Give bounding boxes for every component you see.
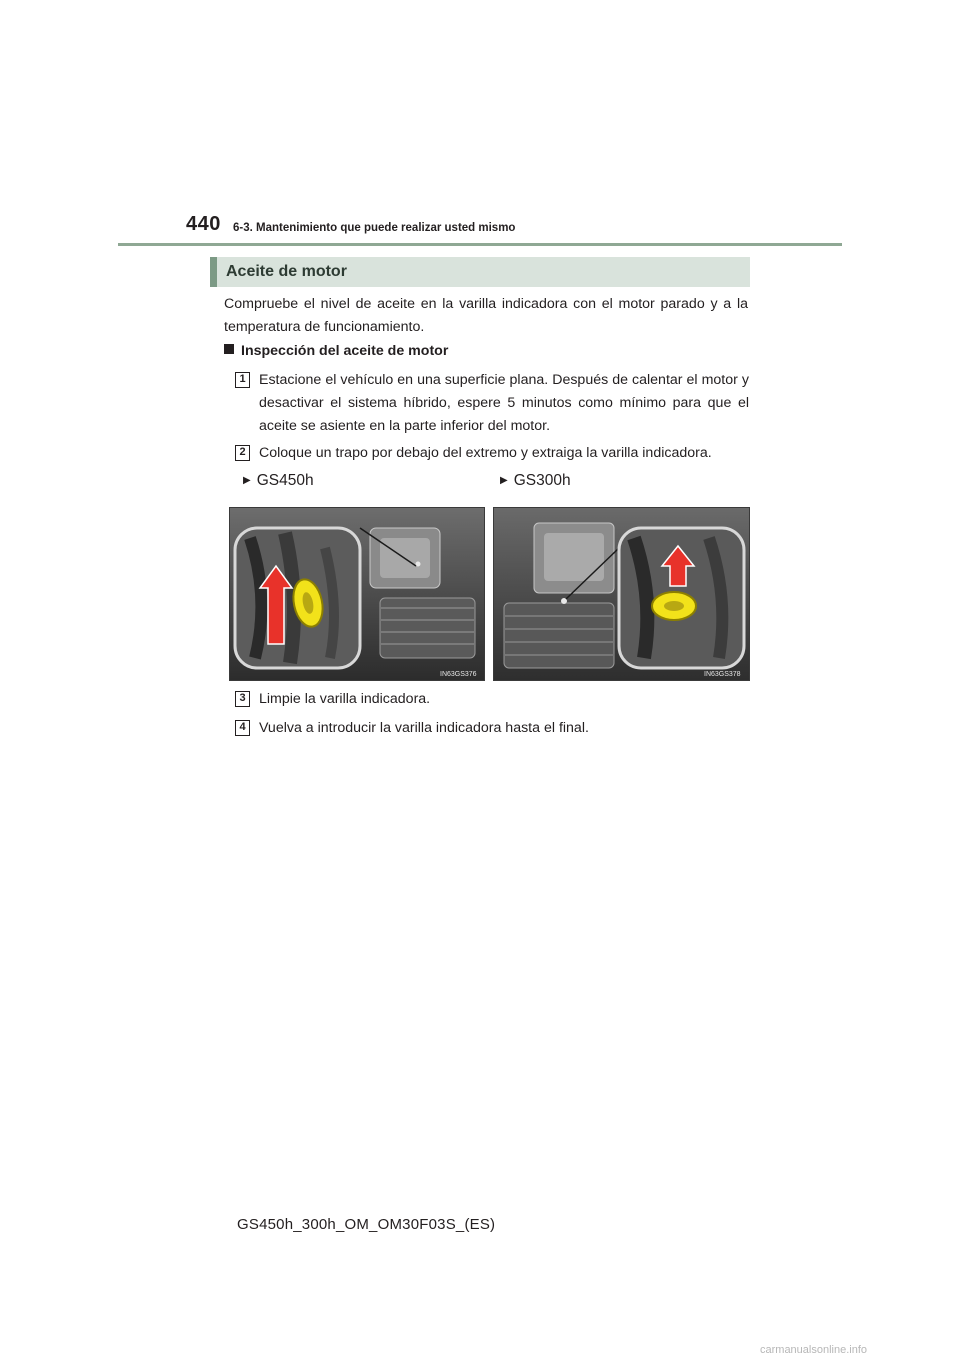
step-1-number: 1 [235,372,250,388]
engine-illustration-right [494,508,749,680]
triangle-right-icon: ▶ [243,475,251,486]
section-heading: Aceite de motor [210,257,750,287]
step-2-text: Coloque un trapo por debajo del extremo y extraiga la varilla indicadora. [259,445,712,461]
step-4-number: 4 [235,720,250,736]
engine-figure-gs300h [493,507,750,681]
step-3-number: 3 [235,691,250,707]
watermark: carmanualsonline.info [760,1344,868,1356]
figure-code-right: IN63GS378 [704,671,741,678]
engine-figure-gs450h [229,507,485,681]
header-rule [118,243,842,246]
variant-label-right-text: GS300h [513,472,571,489]
step-3-text: Limpie la varilla indicadora. [259,691,431,707]
subheading [224,343,448,359]
figure-code-left: IN63GS376 [440,671,477,678]
document-code: GS450h_300h_OM_OM30F03S_(ES) [237,1216,496,1233]
triangle-right-icon: ▶ [500,475,508,486]
variant-label-left [243,472,314,490]
variant-label-left-text: GS450h [256,472,314,489]
subheading-text: Inspección del aceite de motor [241,343,449,359]
section-title: 6-3. Mantenimiento que puede realizar usted mismo [233,222,516,234]
step-2-number: 2 [235,445,250,461]
step-4-text: Vuelva a introducir la varilla indicadora hasta el final. [259,720,589,736]
intro-paragraph: Compruebe el nivel de aceite en la varilla indicadora con el motor parado y a la temperatura de funcionamiento. [224,296,748,335]
step-1-text: Estacione el vehículo en una superficie plana. Después de calentar el motor y desactivar el sistema híbrido, espere 5 minutos como mínimo para que el aceite se asiente en la parte inferior del motor. [259,372,749,434]
page-number: 440 [186,213,221,235]
engine-illustration-left [230,508,484,680]
square-bullet-icon [224,344,234,354]
variant-label-right [500,472,571,490]
